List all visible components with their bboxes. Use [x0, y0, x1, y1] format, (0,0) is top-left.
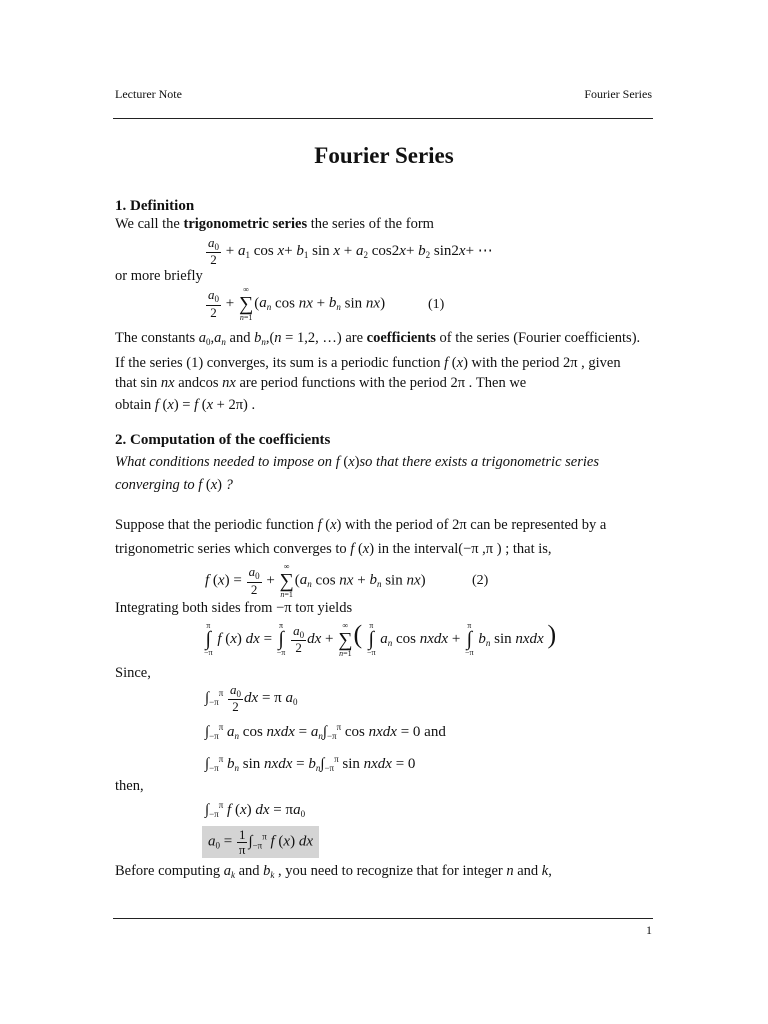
obtain-line: obtain f (x) = f (x + 2π) . [115, 397, 256, 413]
page-number: 1 [646, 923, 652, 937]
header-right: Fourier Series [584, 87, 652, 101]
equation-since-3: $\int_{-\pi}^\pi$ $b_n$ sin nxdx = $b_n\int_{-\pi}^\pi$ sin nxdx = 0 [205, 754, 416, 773]
then-label: then, [115, 778, 144, 794]
equation-integrated: π ∫ −π f (x) dx = π ∫ −π $\frac{a_0}{2}$ dx + ∞ ∑ n=1 ( π ∫ −π $a_n$ cos nxdx + π ∫ −π $b_n$ sin nxdx ) [204, 620, 557, 658]
footer-rule [113, 918, 653, 919]
section-heading-computation: 2. Computation of the coefficients [115, 432, 331, 448]
definition-intro: We call the trigonometric series the series of the form [115, 216, 434, 232]
question-line-2: converging to f (x) ? [115, 477, 233, 493]
equation-2: f (x) = $\frac{a_0}{2}$ + ∞ ∑ n=1 ($a_n$ cos nx + $b_n$ sin nx) [205, 562, 426, 599]
suppose-line: Suppose that the periodic function f (x) with the period of 2π can be represented by a [115, 517, 607, 533]
equation-1: $\frac{a_0}{2}$ + ∞ ∑ n=1 ($a_n$ cos nx + $b_n$ sin nx) [208, 285, 386, 322]
equation-2-number: (2) [472, 573, 489, 588]
constants-line: The constants $a_0,a_n$ and $b_n,(n = 1,2$, …) are coefficients of the series (Fourier coefficients). [115, 330, 641, 347]
equation-then: $\int_{-\pi}^\pi$ f (x) dx = $\pi a_0$ [205, 800, 306, 819]
equation-1-number: (1) [428, 297, 445, 312]
period-line: that sin nx andcos nx are period functions with the period 2π . Then we [115, 375, 527, 391]
more-briefly: or more briefly [115, 268, 203, 284]
since-label: Since, [115, 665, 151, 681]
trig-series-line: trigonometric series which converges to f (x) in the interval(−π ,π ) ; that is, [115, 541, 552, 557]
equation-trig-series: $\frac{a_0}{2}$ + $a_1$ $\cos x+ b_1$ $\sin x + a_2$ $\cos 2x+ b_2$ sin2x+ ⋯ [208, 235, 493, 268]
section-heading-definition: 1. Definition [115, 198, 195, 214]
page-title: Fourier Series [314, 143, 454, 168]
converge-line: If the series (1) converges, its sum is a periodic function f (x) with the period 2π , given [115, 355, 621, 371]
header-rule [113, 118, 653, 119]
question-line-1: What conditions needed to impose on f (x)so that there exists a trigonometric series [115, 454, 599, 470]
equation-since-2: $\int_{-\pi}^\pi$ $a_n$ cos nxdx = $a_n\int_{-\pi}^\pi$ cos nxdx = 0 and [205, 722, 446, 741]
integrating-line: Integrating both sides from −π toπ yields [115, 600, 353, 616]
equation-since-1: $\int_{-\pi}^\pi$ $\frac{a_0}{2}$ dx = π $a_0$ [205, 682, 298, 715]
header-left: Lecturer Note [115, 87, 182, 101]
equation-a0-highlight: $a_0$ = $\frac{1}{\pi}$ $\int_{-\pi}^\pi$ f (x) dx [202, 826, 319, 858]
before-computing-line: Before computing $a_k$ and $b_k$ , you need to recognize that for integer n and k, [115, 863, 552, 880]
